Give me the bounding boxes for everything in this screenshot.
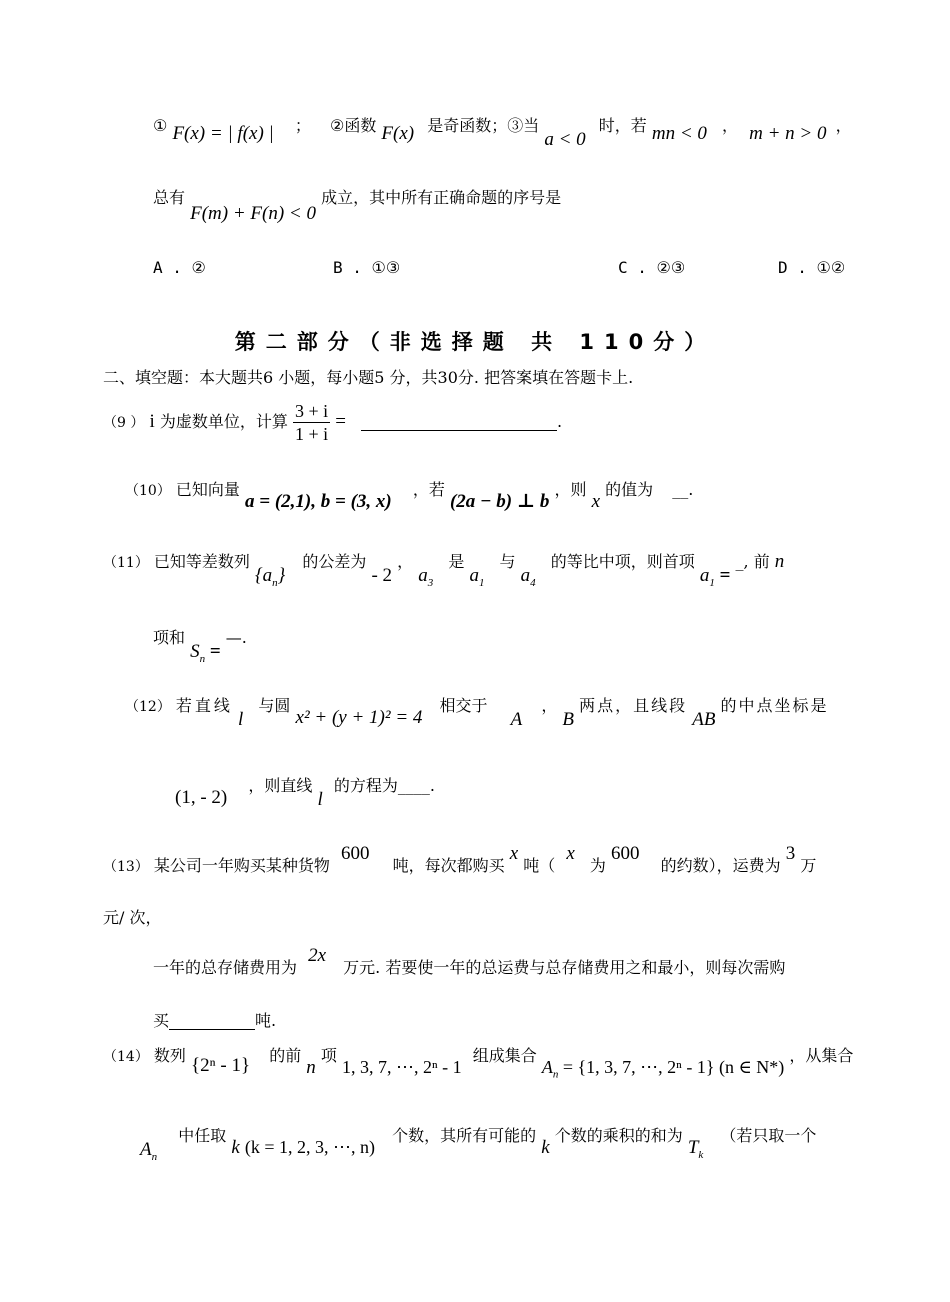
text: （若只取一个 bbox=[720, 1126, 817, 1145]
option-b: B . ①③ bbox=[333, 258, 401, 277]
math-terms: 1, 3, 7, ⋯, 2ⁿ - 1 bbox=[342, 1057, 462, 1077]
question-number: （12） bbox=[125, 699, 171, 715]
text: 万 bbox=[800, 856, 817, 875]
math-A: A bbox=[510, 709, 523, 730]
question-number: （14） bbox=[103, 1049, 149, 1065]
q12-line1 bbox=[125, 698, 829, 729]
math-an bbox=[255, 565, 286, 589]
text: 的等比中项，则首项 bbox=[550, 552, 695, 571]
text: 的中点坐标是 bbox=[720, 696, 829, 715]
text-zongyou: 总有 bbox=[153, 188, 186, 207]
q8-line1 bbox=[153, 118, 852, 149]
math-a1eq-sub: 1 bbox=[709, 576, 715, 589]
q9-line bbox=[103, 402, 562, 443]
text: 项和 bbox=[153, 628, 186, 647]
math-3: 3 bbox=[785, 843, 796, 864]
text: 一年的总存储费用为 bbox=[153, 958, 298, 977]
q12-line2 bbox=[175, 778, 435, 809]
answer-blank: —. bbox=[225, 628, 247, 647]
comma: ， bbox=[722, 116, 739, 135]
math-an-brace: } bbox=[277, 565, 286, 586]
math-a4 bbox=[520, 565, 536, 589]
math-An-sub: n bbox=[151, 1150, 158, 1163]
math-i: i bbox=[149, 411, 155, 432]
text: 组成集合 bbox=[472, 1046, 537, 1065]
q11-line1 bbox=[103, 552, 784, 589]
text: 若直线 bbox=[175, 696, 233, 715]
math-a3-sub: 3 bbox=[427, 576, 434, 589]
text: 吨. bbox=[255, 1011, 277, 1030]
math-k: k bbox=[231, 1137, 240, 1158]
math-minus2: - 2 bbox=[371, 565, 393, 586]
section-heading: 第二部分（非选择题 共 110分） bbox=[234, 330, 716, 354]
math-mn: mn < 0 bbox=[651, 123, 707, 144]
math-An-base: A bbox=[541, 1057, 553, 1077]
math-x: x bbox=[591, 491, 601, 512]
text: 吨，每次都购买 bbox=[392, 856, 505, 875]
text: 个数，其所有可能的 bbox=[392, 1126, 537, 1145]
math-An-sub: n bbox=[552, 1068, 559, 1081]
question-number: （10） bbox=[125, 483, 171, 499]
answer-blank: _, 前 bbox=[735, 552, 770, 571]
text: 的公差为 bbox=[302, 552, 367, 571]
text: 万元. 若要使一年的总运费与总存储费用之和最小，则每次需购 bbox=[343, 958, 786, 977]
text: 为 bbox=[589, 856, 606, 875]
math-an-base: {a bbox=[255, 565, 273, 586]
q13-line3 bbox=[153, 946, 785, 976]
math-a4-sub: 4 bbox=[530, 576, 536, 589]
math-set-def: = {1, 3, 7, ⋯, 2ⁿ - 1} (n ∈ N*) bbox=[562, 1057, 785, 1077]
text: 吨（ bbox=[523, 856, 556, 875]
answer-blank: __. bbox=[672, 480, 694, 499]
math-F-sum: F(m) + F(n) < 0 bbox=[190, 203, 316, 224]
section-intro: 二、填空题：本大题共6 小题，每小题5 分，共30分. 把答案填在答题卡上. bbox=[103, 368, 634, 387]
math-l: l bbox=[317, 789, 323, 810]
math-AB: AB bbox=[692, 709, 716, 730]
text: ，从集合 bbox=[789, 1046, 854, 1065]
text: ，则 bbox=[554, 480, 587, 499]
text: 买 bbox=[153, 1011, 170, 1030]
text: 的前 bbox=[269, 1046, 302, 1065]
text: 与 bbox=[499, 552, 516, 571]
math-a1 bbox=[469, 565, 485, 589]
math-m-plus-n: m + n > 0 bbox=[749, 123, 827, 144]
math-Tk-sub: k bbox=[698, 1148, 704, 1161]
text: 某公司一年购买某种货物 bbox=[153, 856, 330, 875]
math-l: l bbox=[238, 709, 244, 730]
math-vectors: a = (2,1), b = (3, x) bbox=[245, 491, 392, 512]
text: 已知等差数列 bbox=[153, 552, 250, 571]
q13-line4 bbox=[153, 1013, 276, 1030]
q8-line2 bbox=[153, 190, 561, 223]
equals: = bbox=[335, 411, 346, 432]
math-a3 bbox=[418, 565, 434, 589]
q14-line1 bbox=[103, 1048, 853, 1081]
math-n: n bbox=[774, 551, 785, 572]
semicolon: ； bbox=[294, 116, 311, 135]
math-n: n bbox=[306, 1057, 316, 1078]
fraction-numerator: 3 + i bbox=[294, 401, 329, 421]
math-Tk bbox=[687, 1137, 704, 1161]
text: 的值为 bbox=[605, 480, 654, 499]
math-circle: x² + (y + 1)² = 4 bbox=[295, 707, 423, 728]
option-d: D . ①② bbox=[778, 258, 846, 277]
math-An-set bbox=[541, 1057, 785, 1081]
question-number: （9 ） bbox=[103, 415, 145, 431]
text: 数列 bbox=[153, 1046, 186, 1065]
math-an-sub: n bbox=[272, 576, 278, 589]
text: 已知向量 bbox=[175, 480, 240, 499]
text: ，则直线 bbox=[248, 776, 313, 795]
math-Fx: F(x) bbox=[381, 123, 415, 144]
q10-line bbox=[125, 482, 693, 511]
text-hanshu: ②函数 bbox=[329, 116, 377, 135]
period: . bbox=[557, 412, 563, 431]
math-Sn bbox=[190, 641, 221, 665]
math-Sn-sub: n bbox=[199, 652, 206, 665]
q14-line2 bbox=[140, 1128, 816, 1163]
fraction-denominator: 1 + i bbox=[294, 424, 329, 444]
math-An-base: A bbox=[140, 1139, 152, 1160]
text: 与圆 bbox=[258, 696, 291, 715]
math-B: B bbox=[562, 709, 575, 730]
text-odd: 是奇函数；③当 bbox=[427, 116, 540, 135]
math-a1-base: a bbox=[469, 565, 479, 586]
q13-line2: 元/ 次， bbox=[103, 908, 162, 927]
text-chengli: 成立，其中所有正确命题的序号是 bbox=[321, 188, 562, 207]
math-600: 600 bbox=[341, 843, 370, 864]
text: ， bbox=[397, 552, 414, 571]
math-a3-base: a bbox=[418, 565, 428, 586]
text: 为虚数单位，计算 bbox=[159, 412, 288, 431]
q11-line2 bbox=[153, 630, 247, 665]
math-k-range: (k = 1, 2, 3, ⋯, n) bbox=[244, 1137, 375, 1157]
text: 个数的乘积的和为 bbox=[554, 1126, 683, 1145]
text: 两点，且线段 bbox=[579, 696, 688, 715]
math-An bbox=[140, 1139, 158, 1163]
text: 的方程为____. bbox=[333, 776, 435, 795]
answer-blank bbox=[169, 1013, 255, 1030]
math-seq: {2ⁿ - 1} bbox=[191, 1055, 251, 1076]
math-600: 600 bbox=[611, 843, 640, 864]
text-shi-ruo: 时，若 bbox=[598, 116, 647, 135]
math-2x: 2x bbox=[308, 945, 327, 966]
math-x: x bbox=[509, 843, 519, 864]
text: 相交于 bbox=[439, 696, 488, 715]
math-F-abs: F(x) = | f(x) | bbox=[172, 123, 274, 144]
circle-1: ① bbox=[153, 116, 168, 135]
fraction bbox=[293, 402, 330, 443]
text: 是 bbox=[448, 552, 465, 571]
math-equals: = bbox=[719, 565, 731, 586]
math-point: (1, - 2) bbox=[175, 787, 228, 808]
option-a: A . ② bbox=[153, 258, 206, 277]
math-Tk-base: T bbox=[687, 1137, 699, 1158]
option-c: C . ②③ bbox=[618, 258, 686, 277]
math-a1-eq bbox=[699, 565, 731, 589]
text: ， bbox=[541, 696, 558, 715]
text: 中任取 bbox=[178, 1126, 227, 1145]
math-a-lt-0: a < 0 bbox=[544, 129, 586, 150]
question-number: （11） bbox=[103, 555, 149, 571]
math-Sn-base: S bbox=[190, 641, 200, 662]
math-k: k bbox=[541, 1137, 550, 1158]
comma: ， bbox=[835, 116, 852, 135]
q13-line1 bbox=[103, 844, 816, 874]
text: 项 bbox=[320, 1046, 337, 1065]
math-x: x bbox=[566, 843, 575, 864]
math-perp: (2a − b) ⊥ b bbox=[449, 491, 550, 512]
math-a1eq-base: a bbox=[699, 565, 710, 586]
math-a1-sub: 1 bbox=[478, 576, 485, 589]
question-number: （13） bbox=[103, 859, 149, 875]
text: ，若 bbox=[412, 480, 445, 499]
math-equals: = bbox=[209, 641, 221, 662]
text: 的约数），运费为 bbox=[660, 856, 781, 875]
math-a4-base: a bbox=[520, 565, 531, 586]
answer-blank bbox=[361, 414, 557, 431]
